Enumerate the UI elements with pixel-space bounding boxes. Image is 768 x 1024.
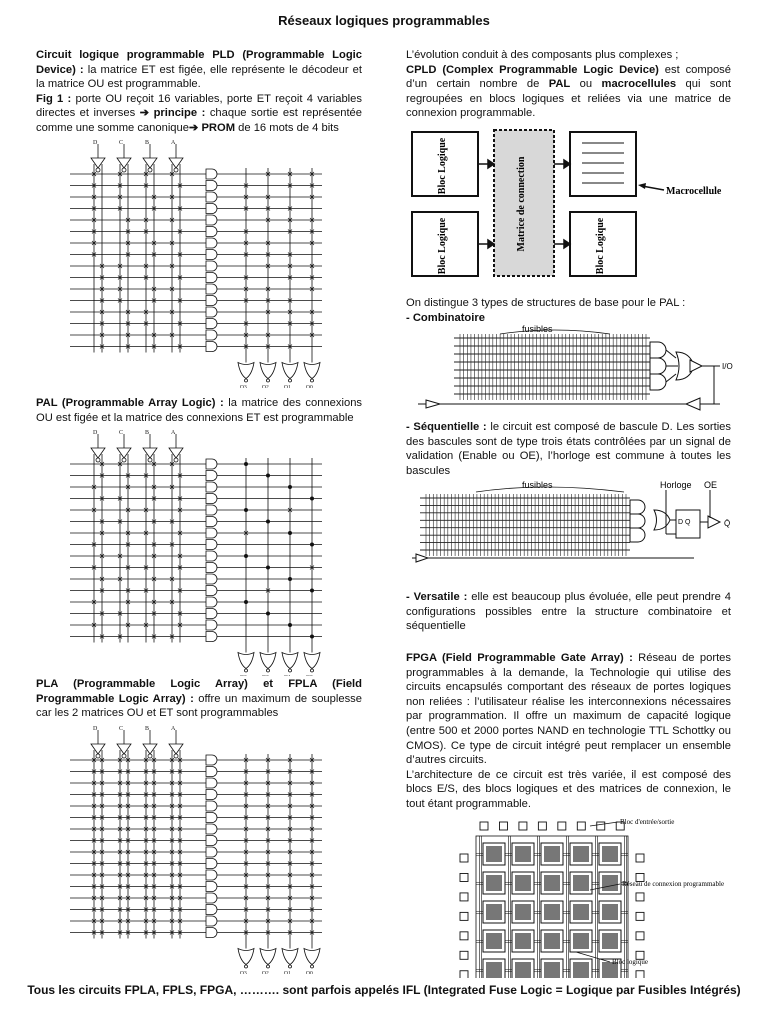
io-block [460, 873, 468, 881]
versatile-label: - Versatile : [406, 591, 468, 603]
input-label: C [119, 140, 124, 146]
io-block [636, 932, 644, 940]
pal-paragraph [36, 396, 362, 425]
input-label: A [171, 140, 176, 146]
pla-text: offre un maximum de souplesse car les 2 matrices OU et ET sont programmables [36, 692, 362, 720]
pld-heading: Circuit logique programmable PLD (Programmable Logic Device) : [36, 49, 362, 76]
bloc-logique-label: Bloc Logique [437, 137, 448, 195]
io-block [460, 854, 468, 862]
io-block [480, 822, 488, 830]
pal-sequential-diagram [404, 478, 734, 574]
logic-block-label: Bloc logique [612, 958, 648, 966]
versatile-text: elle est beaucoup plus évoluée, elle peut prendre 4 configurations possibles entre la structure combinatoire et séquentielle [406, 591, 731, 633]
pal-combinatorial-diagram [404, 322, 734, 416]
bloc-logique-label: Bloc Logique [437, 217, 448, 275]
macrocell-term: macrocellules [601, 78, 677, 91]
output-label [262, 675, 269, 677]
output-label: O3 [240, 384, 247, 388]
prom-matrix-diagram [62, 138, 346, 388]
pal-types-text: On distingue 3 types de structures de base pour le PAL : [406, 297, 686, 309]
output-label [240, 675, 247, 677]
input-label: A [171, 726, 176, 732]
input-label: C [119, 430, 124, 436]
fusibles-label: fusibles [522, 480, 553, 490]
io-block [636, 971, 644, 978]
output-label: O1 [284, 384, 291, 388]
cpld-diagram [410, 128, 740, 280]
io-block [597, 822, 605, 830]
output-label [306, 675, 313, 677]
io-block [577, 822, 585, 830]
pld-text-4: de 16 mots de 4 bits [235, 121, 339, 134]
arrow-icon: ➔ [188, 121, 199, 134]
sequential-paragraph [406, 420, 731, 478]
output-label: O2 [262, 970, 269, 974]
pal-matrix-diagram [62, 428, 346, 676]
input-label: D [93, 140, 98, 146]
oe-label: OE [704, 480, 718, 490]
output-label: O0 [306, 970, 313, 974]
input-label: D [93, 430, 98, 436]
pal-types-intro [406, 296, 731, 325]
pld-text-3: chaque sortie est représentée comme une somme canonique [36, 107, 363, 134]
input-label: B [145, 140, 150, 146]
fpga-paragraph [406, 651, 731, 812]
matrice-label: Matrice de connection [516, 156, 527, 252]
sequentielle-text: le circuit est composé de bascule D. Les sorties des bascules sont de type trois états contrôlées par un signal de validation (Enable ou OE), l’horloge est commune à toutes les bascules [406, 421, 731, 477]
io-label: I/O [722, 362, 733, 371]
principe-label: principe : [149, 107, 206, 120]
input-label: B [145, 726, 150, 732]
input-label: D [93, 726, 98, 732]
fpga-architecture-diagram [440, 814, 740, 978]
bloc-logique-label: Bloc Logique [595, 217, 606, 275]
macrocellule-label: Macrocellule [666, 186, 722, 197]
io-block [460, 932, 468, 940]
pal-heading: PAL (Programmable Array Logic) : [36, 397, 224, 409]
io-block [558, 822, 566, 830]
dq-label: D Q [678, 519, 691, 526]
fpga-text-2: L’architecture de ce circuit est très variée, il est composé des blocs E/S, des blocs logiques et des matrices de connexion, le tout étant programmable. [406, 768, 731, 810]
output-label: O3 [240, 970, 247, 974]
output-label: O1 [284, 970, 291, 974]
io-block [636, 893, 644, 901]
cpld-text-1: est composé d’un certain nombre de [406, 63, 731, 91]
interconnect-label: Réseau de connexion programmable [622, 880, 725, 888]
io-block [636, 854, 644, 862]
input-label: C [119, 726, 124, 732]
pld-paragraph [36, 48, 362, 136]
footer-note: Tous les circuits FPLA, FPLS, FPGA, ………. sont parfois appelés IFL (Integrated Fuse Logic = Logique par Fusibles Intégrés) [27, 983, 741, 997]
io-block [519, 822, 527, 830]
pld-text-1: la matrice ET est figée, elle représente le décodeur et la matrice OU est programmable. [36, 63, 362, 91]
page-title: Réseaux logiques programmables [278, 13, 490, 28]
horloge-label: Horloge [660, 480, 692, 490]
versatile-paragraph [406, 590, 731, 634]
input-label: A [171, 430, 176, 436]
sequentielle-label: - Séquentielle : [406, 421, 487, 433]
pal-text: la matrice des connexions OU est figée et la matrice des connexions ET est programmable [36, 397, 363, 424]
combinatoire-label: - Combinatoire [406, 311, 485, 324]
fig1-label: Fig 1 : [36, 92, 72, 105]
logic-block [570, 132, 636, 196]
io-block [538, 822, 546, 830]
cpld-heading: CPLD (Complex Programmable Logic Device) [406, 63, 659, 76]
pal-term: PAL [548, 78, 571, 91]
cpld-intro: L’évolution conduit à des composants plus complexes ; [406, 49, 679, 61]
fusibles-label: fusibles [522, 324, 553, 334]
output-label [284, 675, 291, 677]
input-label: B [145, 430, 150, 436]
io-block [460, 893, 468, 901]
qbar-label: Q̄ [724, 519, 731, 528]
io-block [636, 912, 644, 920]
pld-text-2: porte OU reçoit 16 variables, porte ET reçoit 4 variables directes et inverses [36, 92, 362, 120]
pla-matrix-diagram [62, 724, 346, 974]
ou-word: ou [570, 78, 602, 91]
io-block [460, 912, 468, 920]
output-label: O2 [262, 384, 269, 388]
output-label: O0 [306, 384, 313, 388]
io-block-label: Bloc d'entrée/sortie [620, 818, 675, 826]
cpld-paragraph [406, 48, 731, 121]
pla-heading: PLA (Programmable Logic Array) et FPLA (Field Programmable Logic Array) : [36, 678, 362, 705]
fpga-heading: FPGA (Field Programmable Gate Array) : [406, 652, 633, 664]
fpga-text-1: Réseau de portes programmables à la demande, la Technologie qui utilise des circuits encapsulés comportant des réseaux de portes logiques non reliées : l’utilisateur réalise les interconnexions nécessaires par programmation. Il offre un maximum de capacité logique (entre 500 et 2000 portes NAND en technologie TTL Schottky ou CMOS). Ce type de circuit intégré peut remplacer un ensemble d’autres circuits. [406, 652, 731, 767]
pla-paragraph [36, 677, 362, 721]
cpld-text-2: qui sont regroupées en blocs logiques et reliées via une matrice de connexion programmable. [406, 78, 732, 120]
prom-label: PROM [198, 121, 236, 134]
arrow-icon: ➔ [139, 107, 150, 120]
io-block [460, 951, 468, 959]
io-block [499, 822, 507, 830]
io-block [460, 971, 468, 978]
